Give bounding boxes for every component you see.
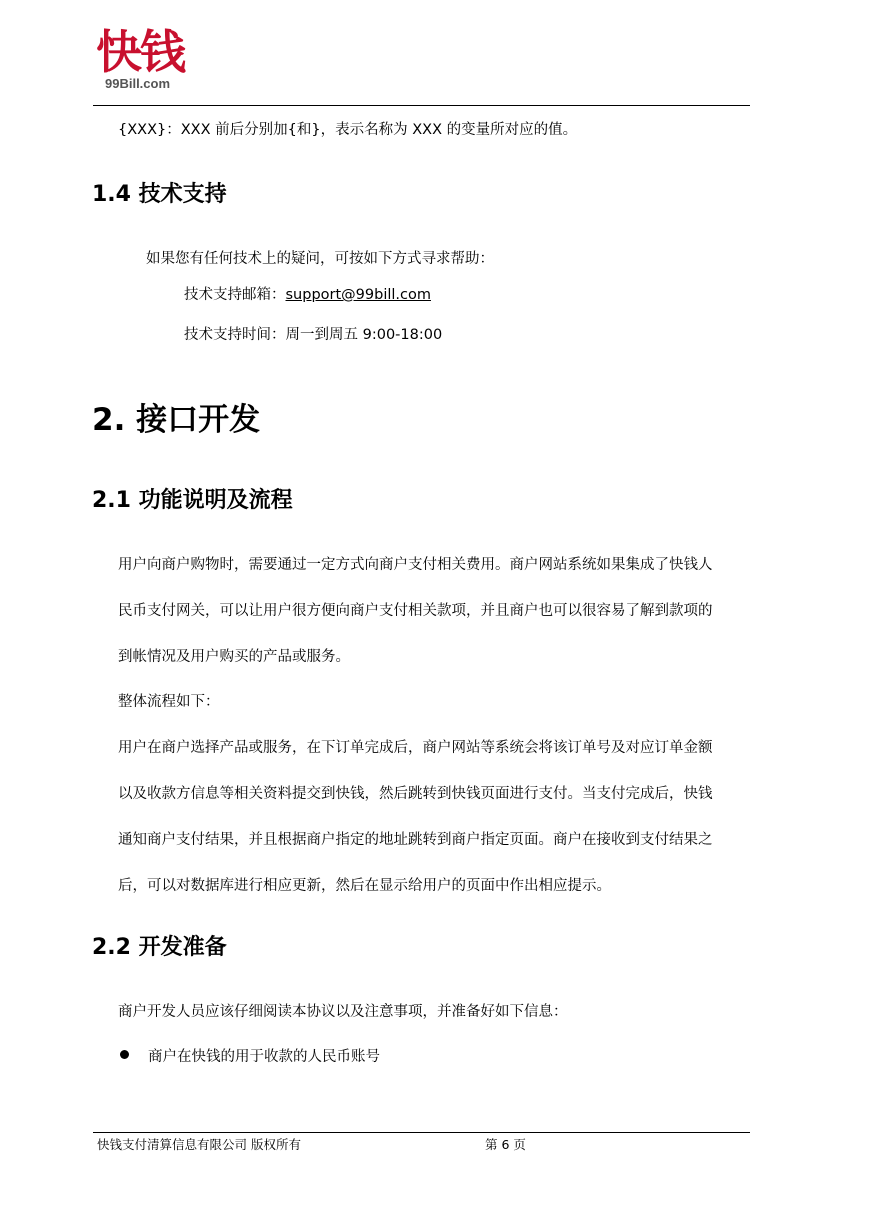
chapter-heading-2: 2. 接口开发 bbox=[92, 402, 261, 438]
preparation-intro: 商户开发人员应该仔细阅读本协议以及注意事项，并准备好如下信息： bbox=[118, 1004, 568, 1020]
paragraph-line: 后，可以对数据库进行相应更新，然后在显示给用户的页面中作出相应提示。 bbox=[118, 878, 611, 894]
section-heading-1-4: 1.4 技术支持 bbox=[92, 182, 227, 207]
paragraph-line: 用户在商户选择产品或服务，在下订单完成后，商户网站等系统会将该订单号及对应订单金额 bbox=[118, 740, 713, 756]
paragraph-line: 以及收款方信息等相关资料提交到快钱，然后跳转到快钱页面进行支付。当支付完成后，快钱 bbox=[118, 786, 713, 802]
variable-notation-note: {XXX}：XXX 前后分别加{和}，表示名称为 XXX 的变量所对应的值。 bbox=[118, 122, 578, 138]
footer-page-number: 第 6 页 bbox=[485, 1137, 526, 1152]
logo-text: 99Bill.com bbox=[105, 76, 171, 91]
section-heading-2-1: 2.1 功能说明及流程 bbox=[92, 488, 293, 513]
list-item: 商户在快钱的用于收款的人民币账号 bbox=[148, 1049, 380, 1065]
footer-divider bbox=[93, 1132, 750, 1133]
paragraph-line: 到帐情况及用户购买的产品或服务。 bbox=[118, 649, 350, 665]
support-email-label: 技术支持邮箱： bbox=[184, 287, 286, 303]
paragraph-line: 民币支付网关，可以让用户很方便向商户支付相关款项，并且商户也可以很容易了解到款项的 bbox=[118, 603, 713, 619]
footer-copyright: 快钱支付清算信息有限公司 版权所有 bbox=[97, 1137, 301, 1152]
paragraph-line: 通知商户支付结果，并且根据商户指定的地址跳转到商户指定页面。商户在接收到支付结果之 bbox=[118, 832, 713, 848]
flow-label: 整体流程如下： bbox=[118, 694, 220, 710]
header-divider bbox=[93, 105, 750, 106]
support-email-link[interactable]: support@99bill.com bbox=[285, 287, 431, 303]
support-email-line bbox=[184, 285, 431, 305]
logo-mark: 快钱 bbox=[96, 25, 184, 79]
paragraph-line: 用户向商户购物时，需要通过一定方式向商户支付相关费用。商户网站系统如果集成了快钱人 bbox=[118, 557, 713, 573]
bullet-icon bbox=[120, 1050, 129, 1059]
company-logo bbox=[96, 24, 226, 94]
support-hours: 技术支持时间：周一到周五 9:00-18:00 bbox=[184, 327, 443, 343]
section-heading-2-2: 2.2 开发准备 bbox=[92, 935, 227, 960]
support-intro: 如果您有任何技术上的疑问，可按如下方式寻求帮助： bbox=[146, 251, 494, 267]
